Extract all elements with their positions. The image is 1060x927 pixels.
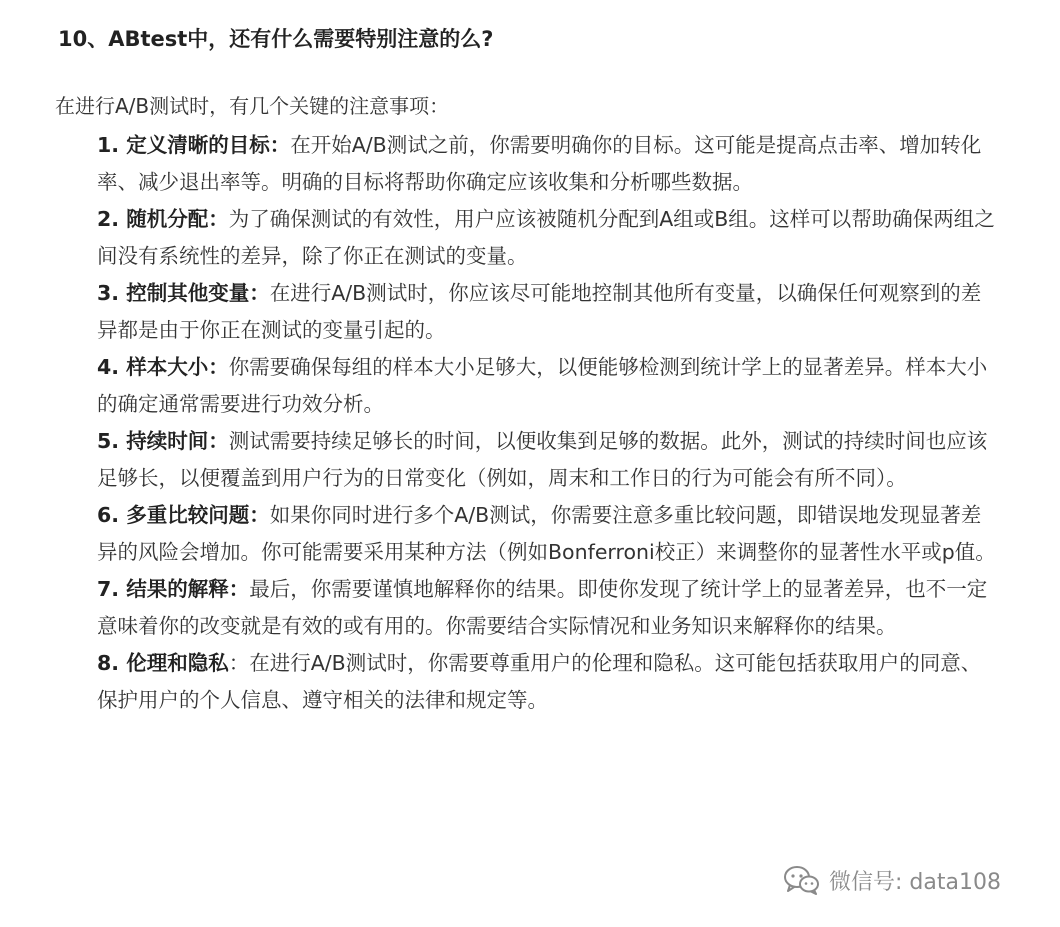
article-heading: 10、ABtest中，还有什么需要特别注意的么? [58, 27, 494, 51]
intro-text: 在进行A/B测试时，有几个关键的注意事项： [55, 94, 450, 118]
item-text: 为了确保测试的有效性，用户应该被随机分配到A组或B组。这样可以帮助确保两组之间没有系统性的差异，除了你正在测试的变量。 [97, 207, 995, 268]
item-title: 1. 定义清晰的目标： [97, 133, 291, 157]
item-title: 8. 伦理和隐私 [97, 651, 229, 675]
item-text: ：在进行A/B测试时，你需要尊重用户的伦理和隐私。这可能包括获取用户的同意、保护用户的个人信息、遵守相关的法律和规定等。 [97, 651, 982, 712]
item-text: 测试需要持续足够长的时间，以便收集到足够的数据。此外，测试的持续时间也应该足够长，以便覆盖到用户行为的日常变化（例如，周末和工作日的行为可能会有所不同）。 [97, 429, 988, 490]
item-text: 在开始A/B测试之前，你需要明确你的目标。这可能是提高点击率、增加转化率、减少退出率等。明确的目标将帮助你确定应该收集和分析哪些数据。 [97, 133, 982, 194]
item-title: 7. 结果的解释： [97, 577, 250, 601]
list-item [97, 497, 997, 571]
list-item [97, 127, 997, 201]
item-title: 2. 随机分配： [97, 207, 229, 231]
item-text: 最后，你需要谨慎地解释你的结果。即使你发现了统计学上的显著差异，也不一定意味着你的改变就是有效的或有用的。你需要结合实际情况和业务知识来解释你的结果。 [97, 577, 988, 638]
watermark-text: 微信号: data108 [829, 869, 1001, 895]
list-item [97, 645, 997, 719]
item-text: 你需要确保每组的样本大小足够大，以便能够检测到统计学上的显著差异。样本大小的确定通常需要进行功效分析。 [97, 355, 988, 416]
notes-list [97, 127, 997, 719]
item-title: 6. 多重比较问题： [97, 503, 270, 527]
list-item [97, 349, 997, 423]
item-text: 如果你同时进行多个A/B测试，你需要注意多重比较问题，即错误地发现显著差异的风险会增加。你可能需要采用某种方法（例如Bonferroni校正）来调整你的显著性水平或p值。 [97, 503, 996, 564]
list-item [97, 423, 997, 497]
list-item [97, 275, 997, 349]
item-title: 4. 样本大小： [97, 355, 229, 379]
item-title: 3. 控制其他变量： [97, 281, 270, 305]
wechat-icon [783, 865, 821, 895]
item-text: 在进行A/B测试时，你应该尽可能地控制其他所有变量，以确保任何观察到的差异都是由于你正在测试的变量引起的。 [97, 281, 982, 342]
watermark [783, 862, 1001, 898]
list-item [97, 571, 997, 645]
list-item [97, 201, 997, 275]
item-title: 5. 持续时间： [97, 429, 229, 453]
